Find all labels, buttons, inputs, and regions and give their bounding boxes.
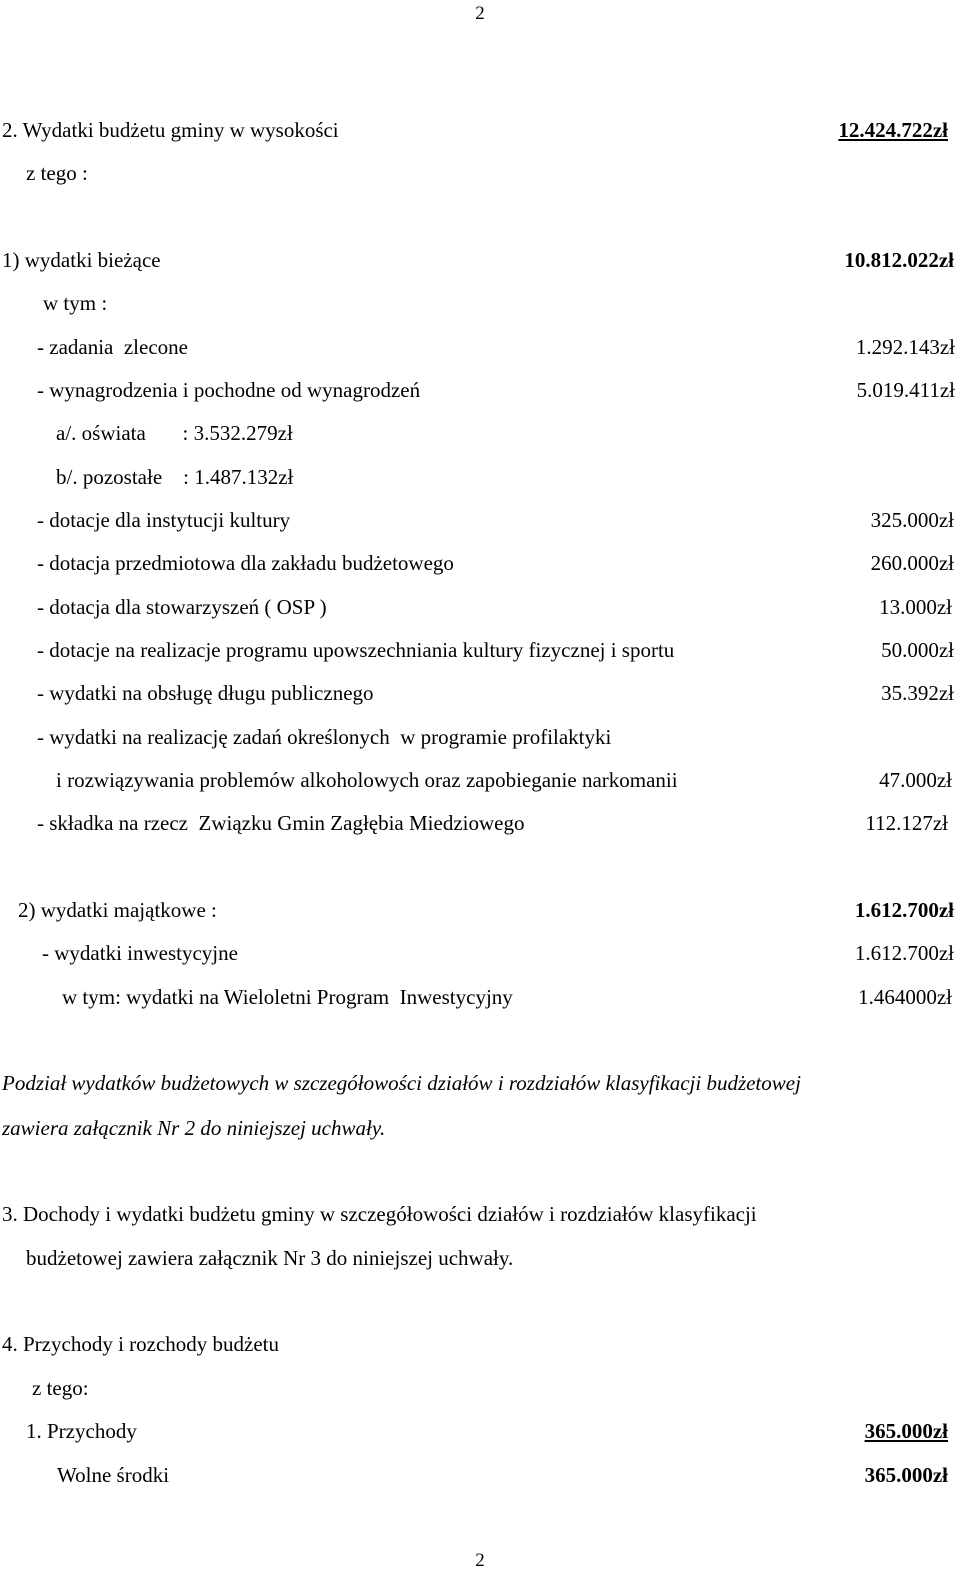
row-amount: 1.612.700zł — [854, 941, 954, 965]
current-expenses-label: 1) wydatki bieżące — [2, 248, 161, 272]
section3-line: budżetowej zawiera załącznik Nr 3 do niniejszej uchwały. — [26, 1246, 514, 1270]
row-amount: 47.000zł — [879, 768, 952, 792]
row-amount: 1.292.143zł — [855, 335, 955, 359]
row-amount: 5.019.411zł — [856, 378, 955, 402]
page-number-top: 2 — [475, 3, 485, 24]
section3-line: 3. Dochody i wydatki budżetu gminy w szczegółowości działów i rozdziałów klasyfikacji — [2, 1202, 757, 1226]
row-amount: 112.127zł — [865, 811, 948, 835]
row-amount: 325.000zł — [870, 508, 954, 532]
note-line: zawiera załącznik Nr 2 do niniejszej uchwały. — [2, 1116, 386, 1140]
row-label: - dotacje dla instytucji kultury — [37, 508, 291, 532]
section2-z-tego: z tego : — [26, 161, 88, 185]
row-label: - wynagrodzenia i pochodne od wynagrodzeń — [37, 378, 421, 402]
capital-expenses-amount: 1.612.700zł — [854, 898, 954, 922]
row-label: - składka na rzecz Związku Gmin Zagłębia Miedziowego — [37, 811, 525, 835]
section2-heading: 2. Wydatki budżetu gminy w wysokości — [2, 118, 339, 142]
row-label: - dotacja przedmiotowa dla zakładu budżetowego — [37, 551, 454, 575]
section2-total: 12.424.722zł — [838, 118, 948, 142]
row-label: w tym: wydatki na Wieloletni Program Inwestycyjny — [62, 985, 513, 1009]
row-amount: 1.464000zł — [858, 985, 952, 1009]
row-label: i rozwiązywania problemów alkoholowych oraz zapobieganie narkomanii — [56, 768, 678, 792]
section4-z-tego: z tego: — [32, 1376, 89, 1400]
row-amount: 13.000zł — [879, 595, 952, 619]
capital-expenses-label: 2) wydatki majątkowe : — [18, 898, 217, 922]
income-amount: 365.000zł — [864, 1419, 948, 1443]
current-w-tym: w tym : — [43, 291, 108, 315]
section4-heading: 4. Przychody i rozchody budżetu — [2, 1332, 280, 1356]
free-funds-label: Wolne środki — [57, 1463, 170, 1487]
row-label: b/. pozostałe : 1.487.132zł — [56, 465, 294, 489]
row-label: - wydatki inwestycyjne — [42, 941, 238, 965]
row-label: - dotacje na realizacje programu upowszechniania kultury fizycznej i sportu — [37, 638, 675, 662]
row-amount: 260.000zł — [870, 551, 954, 575]
page-number-bottom: 2 — [475, 1550, 485, 1571]
row-amount: 35.392zł — [881, 681, 954, 705]
row-label: a/. oświata : 3.532.279zł — [56, 421, 293, 445]
income-label: 1. Przychody — [26, 1419, 137, 1443]
note-line: Podział wydatków budżetowych w szczegółowości działów i rozdziałów klasyfikacji budżetowej — [2, 1071, 801, 1095]
row-label: - zadania zlecone — [37, 335, 188, 359]
current-expenses-amount: 10.812.022zł — [844, 248, 954, 272]
free-funds-amount: 365.000zł — [864, 1463, 948, 1487]
row-amount: 50.000zł — [881, 638, 954, 662]
row-label: - dotacja dla stowarzyszeń ( OSP ) — [37, 595, 327, 619]
row-label: - wydatki na realizację zadań określonych w programie profilaktyki — [37, 725, 612, 749]
row-label: - wydatki na obsługę długu publicznego — [37, 681, 374, 705]
